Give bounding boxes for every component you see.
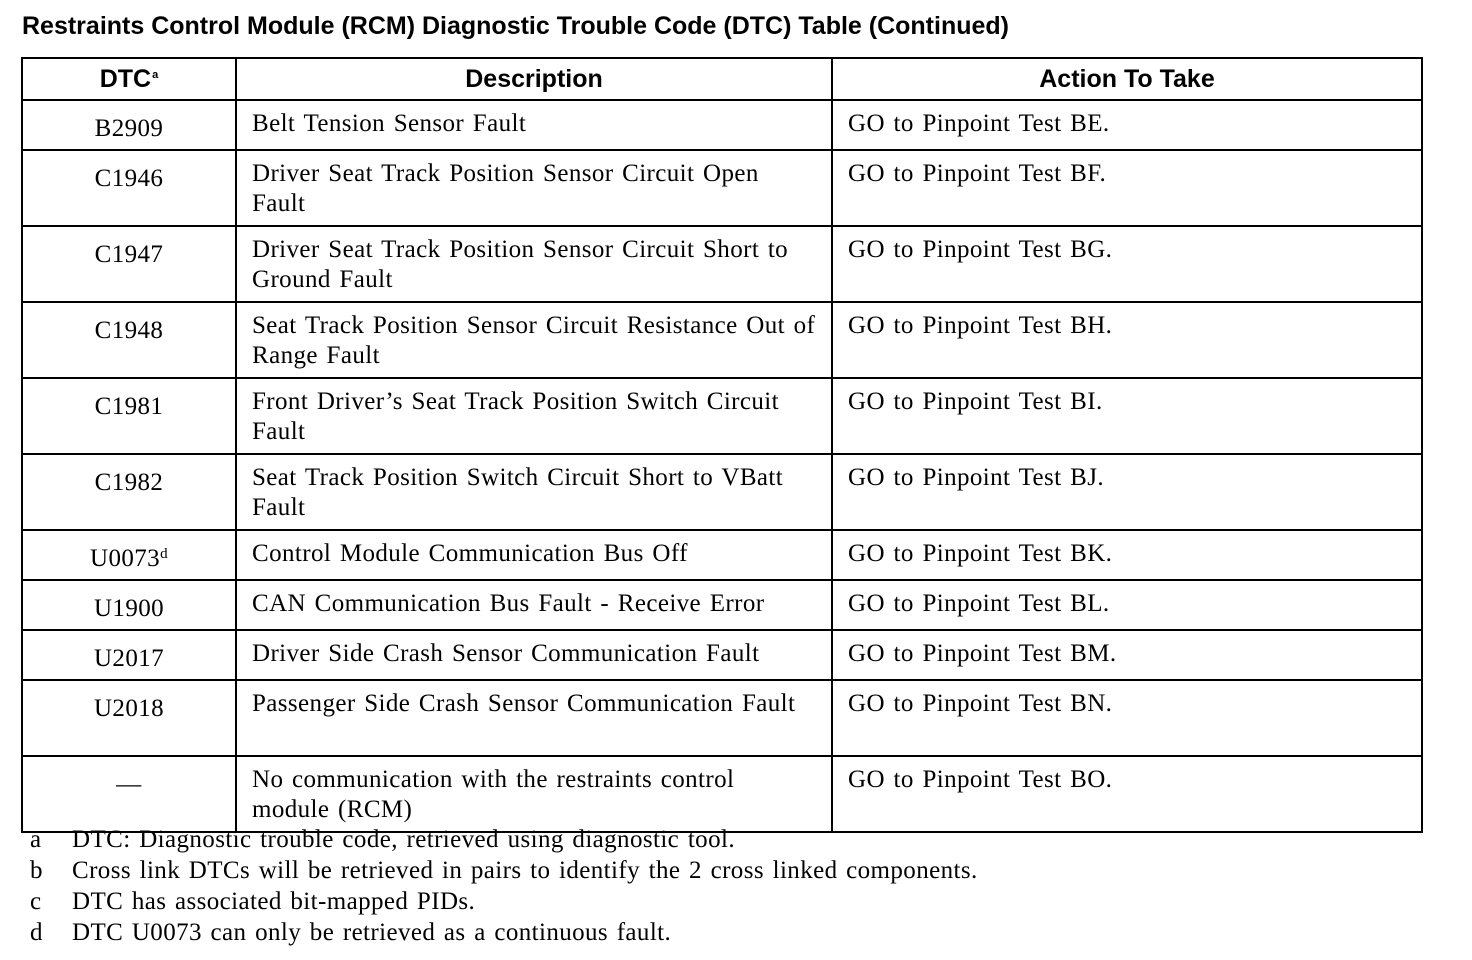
table-row [22,150,1422,226]
table-row [22,454,1422,530]
action-cell: GO to Pinpoint Test BN. [832,680,1422,756]
table-row [22,100,1422,150]
dtc-footnote-mark: d [160,546,168,562]
action-cell: GO to Pinpoint Test BJ. [832,454,1422,530]
description-cell: Driver Side Crash Sensor Communication Fault [236,630,832,680]
footnote-text: DTC U0073 can only be retrieved as a continuous fault. [72,919,672,946]
description-cell: No communication with the restraints control module (RCM) [236,756,832,832]
action-cell: GO to Pinpoint Test BK. [832,530,1422,580]
dtc-code-cell [22,150,236,226]
action-cell: GO to Pinpoint Test BG. [832,226,1422,302]
description-cell: CAN Communication Bus Fault - Receive Error [236,580,832,630]
header-dtc-footnote-mark: a [152,68,159,81]
table-title: Restraints Control Module (RCM) Diagnostic Trouble Code (DTC) Table (Continued) [22,12,1009,40]
dtc-code-cell [22,580,236,630]
table-row [22,302,1422,378]
footnote-mark: b [30,857,43,884]
dtc-code-cell [22,302,236,378]
dtc-code-cell [22,100,236,150]
dtc-code: C1947 [94,241,164,268]
action-cell: GO to Pinpoint Test BH. [832,302,1422,378]
action-cell: GO to Pinpoint Test BI. [832,378,1422,454]
dtc-code: B2909 [94,115,164,142]
dtc-code-cell [22,378,236,454]
dtc-code: U2017 [93,645,165,672]
table-row [22,226,1422,302]
dtc-code-cell [22,530,236,580]
header-dtc [22,58,236,100]
footnote-text: DTC has associated bit-mapped PIDs. [72,888,476,915]
dtc-code-cell [22,680,236,756]
header-description: Description [236,58,832,100]
dtc-code: — [116,771,142,798]
action-cell: GO to Pinpoint Test BE. [832,100,1422,150]
dtc-code: U2018 [93,695,165,722]
description-cell: Seat Track Position Switch Circuit Short to VBatt Fault [236,454,832,530]
table-row [22,530,1422,580]
description-cell: Driver Seat Track Position Sensor Circuit Short to Ground Fault [236,226,832,302]
action-cell: GO to Pinpoint Test BF. [832,150,1422,226]
description-cell: Front Driver’s Seat Track Position Switch Circuit Fault [236,378,832,454]
table-row [22,756,1422,832]
footnote-text: DTC: Diagnostic trouble code, retrieved using diagnostic tool. [72,826,735,853]
action-cell: GO to Pinpoint Test BO. [832,756,1422,832]
dtc-code: U1900 [93,595,165,622]
description-cell: Control Module Communication Bus Off [236,530,832,580]
dtc-code: C1982 [94,469,164,496]
table-row [22,378,1422,454]
dtc-code: U0073 [90,545,161,572]
dtc-code-cell [22,630,236,680]
dtc-code-cell [22,226,236,302]
footnote-mark: a [30,826,42,853]
action-cell: GO to Pinpoint Test BL. [832,580,1422,630]
dtc-code: C1948 [94,317,164,344]
footnote-mark: d [30,919,43,946]
footnote-mark: c [30,888,42,915]
header-dtc-label: DTC [99,64,152,93]
description-cell: Passenger Side Crash Sensor Communication Fault [236,680,832,756]
dtc-table [21,57,1423,833]
table-header-row [22,58,1422,100]
action-cell: GO to Pinpoint Test BM. [832,630,1422,680]
description-cell: Belt Tension Sensor Fault [236,100,832,150]
table-row [22,680,1422,756]
dtc-code-cell [22,454,236,530]
table-row [22,580,1422,630]
footnote-text: Cross link DTCs will be retrieved in pairs to identify the 2 cross linked components. [72,857,978,884]
table-row [22,630,1422,680]
dtc-code-cell [22,756,236,832]
header-action: Action To Take [832,58,1422,100]
description-cell: Seat Track Position Sensor Circuit Resistance Out of Range Fault [236,302,832,378]
dtc-code: C1946 [94,165,164,192]
description-cell: Driver Seat Track Position Sensor Circuit Open Fault [236,150,832,226]
dtc-code: C1981 [94,393,164,420]
